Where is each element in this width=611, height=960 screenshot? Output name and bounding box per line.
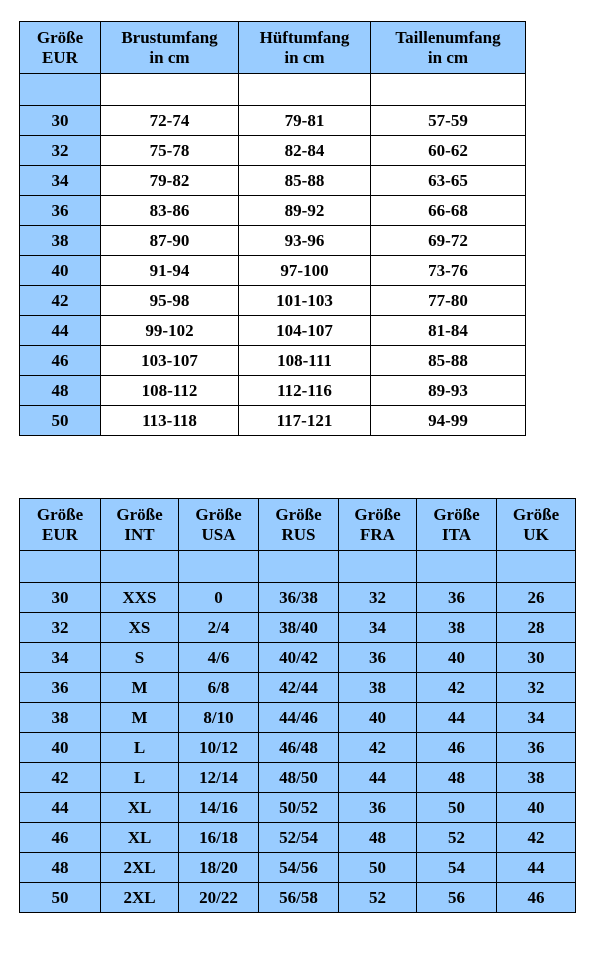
table-cell: 40	[497, 793, 576, 823]
table-cell: 38	[497, 763, 576, 793]
table-cell: 40/42	[259, 643, 339, 673]
column-header-line: Größe	[36, 504, 84, 524]
table-row	[20, 166, 526, 196]
empty-cell	[371, 74, 526, 106]
table-row	[20, 406, 526, 436]
table-row	[20, 106, 526, 136]
table-cell: 48	[20, 853, 101, 883]
table-cell: 38	[417, 613, 497, 643]
table-cell: 44	[20, 316, 101, 346]
table-row	[20, 703, 576, 733]
table-cell: 50	[20, 406, 101, 436]
table-row	[20, 226, 526, 256]
table-row	[20, 643, 576, 673]
table-cell: 85-88	[239, 166, 371, 196]
table-row	[20, 733, 576, 763]
column-header	[20, 499, 101, 551]
table-cell: 91-94	[101, 256, 239, 286]
table-cell: M	[101, 673, 179, 703]
table-row	[20, 136, 526, 166]
table-row	[20, 673, 576, 703]
table-cell: M	[101, 703, 179, 733]
table-cell: XXS	[101, 583, 179, 613]
table-cell: 36	[497, 733, 576, 763]
table-cell: 2XL	[101, 853, 179, 883]
table-cell: 85-88	[371, 346, 526, 376]
table-cell: 93-96	[239, 226, 371, 256]
table-row	[20, 823, 576, 853]
table-cell: 69-72	[371, 226, 526, 256]
empty-cell	[259, 551, 339, 583]
table-cell: 89-92	[239, 196, 371, 226]
table-cell: 8/10	[179, 703, 259, 733]
column-header-line: Taillenumfang	[395, 27, 501, 47]
column-header	[101, 22, 239, 74]
table-cell: 83-86	[101, 196, 239, 226]
table-cell: 26	[497, 583, 576, 613]
table-cell: 6/8	[179, 673, 259, 703]
table-cell: 54/56	[259, 853, 339, 883]
empty-cell	[417, 551, 497, 583]
table-cell: 34	[20, 166, 101, 196]
column-header-line: UK	[523, 524, 549, 544]
table-cell: 36	[339, 793, 417, 823]
table-row	[20, 613, 576, 643]
table-cell: S	[101, 643, 179, 673]
table-row	[20, 583, 576, 613]
table-cell: 94-99	[371, 406, 526, 436]
table-cell: XL	[101, 823, 179, 853]
table-row	[20, 853, 576, 883]
table-cell: 16/18	[179, 823, 259, 853]
column-header-line: EUR	[42, 524, 78, 544]
table-cell: 18/20	[179, 853, 259, 883]
table-cell: 72-74	[101, 106, 239, 136]
table-row	[20, 763, 576, 793]
table-cell: 113-118	[101, 406, 239, 436]
column-header-line: FRA	[360, 524, 395, 544]
column-header	[339, 499, 417, 551]
table-cell: 46	[20, 823, 101, 853]
table-cell: 50	[339, 853, 417, 883]
column-header-line: Größe	[275, 504, 322, 524]
table-row	[20, 346, 526, 376]
table-cell: 99-102	[101, 316, 239, 346]
empty-row	[20, 74, 526, 106]
table-cell: 48	[339, 823, 417, 853]
table-cell: 46	[417, 733, 497, 763]
table-cell: 38	[339, 673, 417, 703]
table-cell: 48	[417, 763, 497, 793]
table-cell: 42	[339, 733, 417, 763]
table-cell: 56	[417, 883, 497, 913]
table-cell: 36	[417, 583, 497, 613]
table-cell: 52/54	[259, 823, 339, 853]
empty-cell	[497, 551, 576, 583]
column-header-line: USA	[201, 524, 236, 544]
table-cell: 42	[417, 673, 497, 703]
table-cell: 54	[417, 853, 497, 883]
table-cell: 73-76	[371, 256, 526, 286]
table-cell: 20/22	[179, 883, 259, 913]
table-cell: 56/58	[259, 883, 339, 913]
column-header-line: Größe	[195, 504, 242, 524]
table-cell: 28	[497, 613, 576, 643]
table-cell: 32	[20, 136, 101, 166]
table-cell: 77-80	[371, 286, 526, 316]
table-cell: L	[101, 733, 179, 763]
table-cell: 34	[497, 703, 576, 733]
table-cell: 112-116	[239, 376, 371, 406]
column-header	[101, 499, 179, 551]
table-cell: 44	[417, 703, 497, 733]
table-cell: 34	[20, 643, 101, 673]
table-cell: 14/16	[179, 793, 259, 823]
table-cell: 42	[20, 763, 101, 793]
table-cell: 44/46	[259, 703, 339, 733]
table-cell: 101-103	[239, 286, 371, 316]
table-cell: 46	[20, 346, 101, 376]
table-cell: 40	[20, 256, 101, 286]
table-cell: 40	[339, 703, 417, 733]
empty-cell	[101, 551, 179, 583]
table-cell: 4/6	[179, 643, 259, 673]
table-cell: XL	[101, 793, 179, 823]
table-cell: 79-81	[239, 106, 371, 136]
size-conversion-table	[19, 498, 576, 913]
column-header	[497, 499, 576, 551]
table-cell: 34	[339, 613, 417, 643]
column-header-line: Größe	[354, 504, 401, 524]
table-cell: 46/48	[259, 733, 339, 763]
table-cell: 32	[339, 583, 417, 613]
empty-cell	[239, 74, 371, 106]
table-cell: 32	[497, 673, 576, 703]
table-cell: 66-68	[371, 196, 526, 226]
column-header	[20, 22, 101, 74]
size-measurements-table	[19, 21, 526, 436]
table-row	[20, 256, 526, 286]
column-header-line: Größe	[512, 504, 560, 524]
table-cell: 30	[20, 583, 101, 613]
column-header	[417, 499, 497, 551]
column-header-line: Hüftumfang	[259, 27, 350, 47]
table-cell: 63-65	[371, 166, 526, 196]
column-header-line: Größe	[116, 504, 163, 524]
empty-row	[20, 551, 576, 583]
table-cell: 52	[417, 823, 497, 853]
table-cell: 0	[179, 583, 259, 613]
column-header-line: in cm	[149, 47, 190, 67]
column-header-line: in cm	[284, 47, 325, 67]
table-cell: 117-121	[239, 406, 371, 436]
column-header	[179, 499, 259, 551]
table-cell: 48/50	[259, 763, 339, 793]
table-cell: 46	[497, 883, 576, 913]
empty-cell	[101, 74, 239, 106]
table-cell: 10/12	[179, 733, 259, 763]
table-cell: 36	[339, 643, 417, 673]
table-cell: 104-107	[239, 316, 371, 346]
table-cell: 32	[20, 613, 101, 643]
column-header-line: in cm	[427, 47, 469, 67]
table-cell: XS	[101, 613, 179, 643]
table-cell: 50	[417, 793, 497, 823]
table-cell: 38/40	[259, 613, 339, 643]
column-header	[259, 499, 339, 551]
header-row	[20, 499, 576, 551]
table-cell: L	[101, 763, 179, 793]
table-cell: 44	[20, 793, 101, 823]
table-cell: 52	[339, 883, 417, 913]
table-cell: 103-107	[101, 346, 239, 376]
table-cell: 36	[20, 196, 101, 226]
table-cell: 75-78	[101, 136, 239, 166]
table-cell: 38	[20, 226, 101, 256]
table-cell: 44	[339, 763, 417, 793]
table-cell: 36	[20, 673, 101, 703]
table-cell: 12/14	[179, 763, 259, 793]
table-cell: 97-100	[239, 256, 371, 286]
table-row	[20, 376, 526, 406]
column-header-line: Größe	[36, 27, 84, 47]
table-cell: 40	[20, 733, 101, 763]
table-cell: 30	[20, 106, 101, 136]
table-cell: 81-84	[371, 316, 526, 346]
table-cell: 87-90	[101, 226, 239, 256]
empty-cell	[20, 551, 101, 583]
column-header-line: RUS	[281, 524, 316, 544]
column-header-line: Größe	[433, 504, 480, 524]
column-header	[371, 22, 526, 74]
column-header-line: INT	[124, 524, 155, 544]
table-cell: 36/38	[259, 583, 339, 613]
table-cell: 42	[20, 286, 101, 316]
table-row	[20, 883, 576, 913]
table-row	[20, 316, 526, 346]
table-row	[20, 793, 576, 823]
table-cell: 57-59	[371, 106, 526, 136]
table-cell: 42/44	[259, 673, 339, 703]
table-row	[20, 286, 526, 316]
table-cell: 95-98	[101, 286, 239, 316]
table-cell: 50/52	[259, 793, 339, 823]
column-header	[239, 22, 371, 74]
column-header-line: EUR	[42, 47, 78, 67]
table-row	[20, 196, 526, 226]
table-cell: 108-112	[101, 376, 239, 406]
table-cell: 89-93	[371, 376, 526, 406]
table-cell: 2XL	[101, 883, 179, 913]
table-cell: 82-84	[239, 136, 371, 166]
empty-cell	[20, 74, 101, 106]
empty-cell	[179, 551, 259, 583]
table-cell: 79-82	[101, 166, 239, 196]
header-row	[20, 22, 526, 74]
table-cell: 38	[20, 703, 101, 733]
table-cell: 60-62	[371, 136, 526, 166]
table-cell: 44	[497, 853, 576, 883]
column-header-line: ITA	[442, 524, 471, 544]
column-header-line: Brustumfang	[121, 27, 218, 47]
table-cell: 42	[497, 823, 576, 853]
table-cell: 50	[20, 883, 101, 913]
table-cell: 108-111	[239, 346, 371, 376]
table-cell: 48	[20, 376, 101, 406]
table-cell: 40	[417, 643, 497, 673]
empty-cell	[339, 551, 417, 583]
table-cell: 30	[497, 643, 576, 673]
table-cell: 2/4	[179, 613, 259, 643]
